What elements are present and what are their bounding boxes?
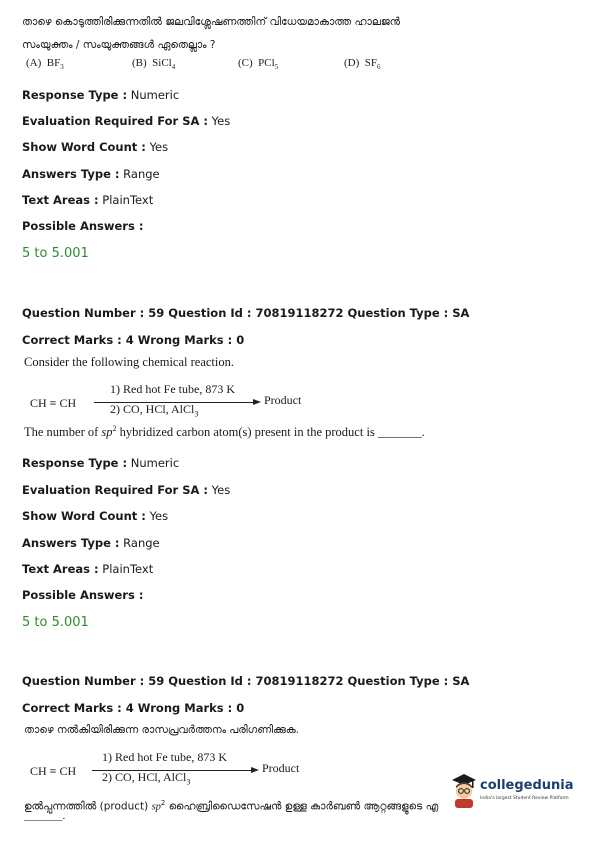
q58-response-type: Response Type : Numeric <box>22 88 180 102</box>
collegedunia-logo <box>450 770 590 810</box>
reactant: CH ≡ CH <box>30 764 77 778</box>
q59a-evaluation: Evaluation Required For SA : Yes <box>22 483 231 497</box>
q59a-header: Question Number : 59 Question Id : 70819118272 Question Type : SA <box>22 306 470 320</box>
product: Product <box>262 761 300 775</box>
q58-text-line1: താഴെ കൊടുത്തിരിക്കുന്നതിൽ ജലവിശ്ലേഷണത്തിന് വിധേയമാകാത്ത ഹാലജൻ <box>22 16 401 28</box>
q59a-word-count: Show Word Count : Yes <box>22 509 169 523</box>
q59a-answers-type: Answers Type : Range <box>22 536 160 550</box>
q58-text-line2: സംയുക്തം / സംയുക്തങ്ങൾ ഏതെല്ലാം ? <box>22 39 216 51</box>
q59a-answer: 5 to 5.001 <box>22 615 89 630</box>
arrow-head-icon <box>251 767 259 773</box>
q59a-marks: Correct Marks : 4 Wrong Marks : 0 <box>22 333 245 347</box>
q58-possible-answers: Possible Answers : <box>22 219 144 233</box>
q59b-prompt: താഴെ നൽകിയിരിക്കുന്ന രാസപ്രവർത്തനം പരിഗണിക്കുക. <box>24 724 300 736</box>
condition-top: 1) Red hot Fe tube, 873 K <box>110 382 235 396</box>
q59a-text-areas: Text Areas : PlainText <box>22 562 154 576</box>
q59b-reaction <box>30 750 350 788</box>
product: Product <box>264 393 302 407</box>
q58-text-areas: Text Areas : PlainText <box>22 193 154 207</box>
mascot-icon <box>450 772 478 808</box>
arrow-head-icon <box>253 399 261 405</box>
reactant: CH ≡ CH <box>30 396 77 410</box>
q59a-prompt: Consider the following chemical reaction. <box>24 355 235 369</box>
logo-name: collegedunia <box>480 778 574 793</box>
q58-answers-type: Answers Type : Range <box>22 167 160 181</box>
q59a-question: The number of $sp^2$ hybridized carbon atom(s) present in the product is _______. <box>24 424 425 440</box>
condition-bottom: 2) CO, HCl, AlCl$_3$ <box>102 770 191 787</box>
q58-evaluation: Evaluation Required For SA : Yes <box>22 114 231 128</box>
condition-top: 1) Red hot Fe tube, 873 K <box>102 750 227 764</box>
q59b-question: ഉൽപ്പന്നത്തിൽ (product) $sp^2$ ഹൈബ്രിഡൈസേഷൻ ഉള്ള കാർബൺ ആറ്റങ്ങളുടെ എ <box>24 799 439 813</box>
q58-option-b: (B) SiCl$_4$ <box>132 57 176 72</box>
q59a-reaction <box>30 382 350 420</box>
q58-option-c: (C) PCl$_5$ <box>238 57 279 72</box>
q58-option-d: (D) $SF_6$ <box>344 57 381 72</box>
logo-tagline: India's largest Student Review Platform <box>480 796 569 801</box>
q59a-possible-answers: Possible Answers : <box>22 588 144 602</box>
q58-option-a: (A) $BF_3$ <box>26 57 64 72</box>
condition-bottom: 2) CO, HCl, AlCl$_3$ <box>110 402 199 419</box>
q59b-header: Question Number : 59 Question Id : 70819118272 Question Type : SA <box>22 674 470 688</box>
q59b-blank: _______. <box>24 810 66 822</box>
q58-word-count: Show Word Count : Yes <box>22 140 169 154</box>
q59a-response-type: Response Type : Numeric <box>22 456 180 470</box>
q58-answer: 5 to 5.001 <box>22 246 89 261</box>
q59b-marks: Correct Marks : 4 Wrong Marks : 0 <box>22 701 245 715</box>
